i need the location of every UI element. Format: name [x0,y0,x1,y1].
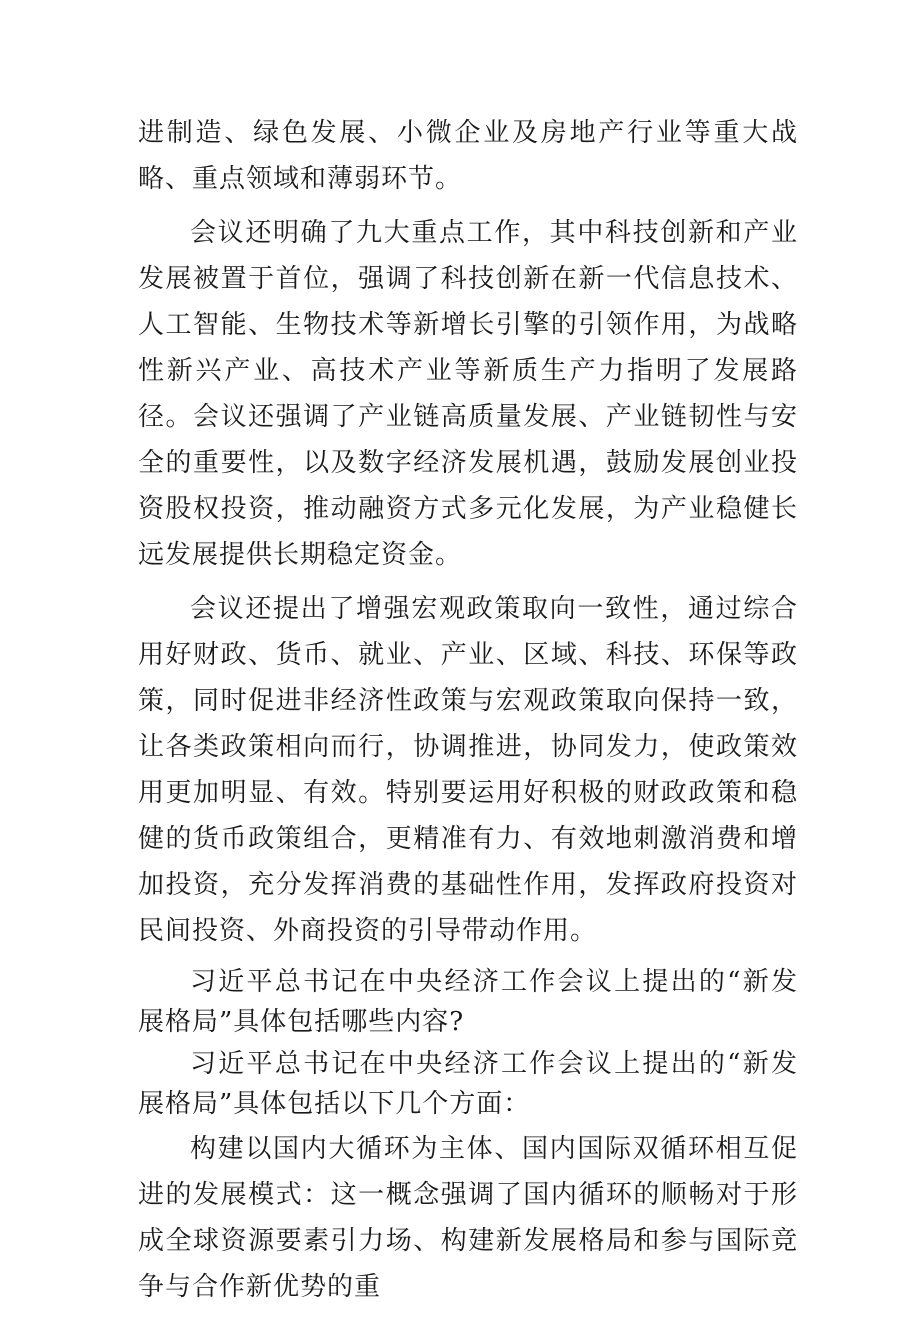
answer-intro: 习近平总书记在中央经济工作会议上提出的“新发展格局”具体包括以下几个方面： [138,1049,798,1119]
question-heading: 习近平总书记在中央经济工作会议上提出的“新发展格局”具体包括哪些内容? [138,967,798,1037]
paragraph-macro-policy: 会议还提出了增强宏观政策取向一致性，通过综合用好财政、货币、就业、产业、区域、科技、环保等政策，同时促进非经济性政策与宏观政策取向保持一致，让各类政策相向而行，协调推进，协同发力，使政策效用更加明显、有效。特别要运用好积极的财政政策和稳健的货币政策组合，更精准有力、有效地刺激消费和增加投资，充分发挥消费的基础性作用，发挥政府投资对民间投资、外商投资的引导带动作用。 [138,594,798,946]
paragraph-key-tasks: 会议还明确了九大重点工作，其中科技创新和产业发展被置于首位，强调了科技创新在新一代信息技术、人工智能、生物技术等新增长引擎的引领作用，为战略性新兴产业、高技术产业等新质生产力指明了发展路径。会议还强调了产业链高质量发展、产业链韧性与安全的重要性，以及数字经济发展机遇，鼓励发展创业投资股权投资，推动融资方式多元化发展，为产业稳健长远发展提供长期稳定资金。 [138,218,798,570]
paragraph-continuation: 进制造、绿色发展、小微企业及房地产行业等重大战略、重点领域和薄弱环节。 [138,118,798,194]
paragraph-dual-circulation: 构建以国内大循环为主体、国内国际双循环相互促进的发展模式：这一概念强调了国内循环的顺畅对于形成全球资源要素引力场、构建新发展格局和参与国际竞争与合作新优势的重 [138,1134,798,1302]
document-body [138,110,798,1318]
